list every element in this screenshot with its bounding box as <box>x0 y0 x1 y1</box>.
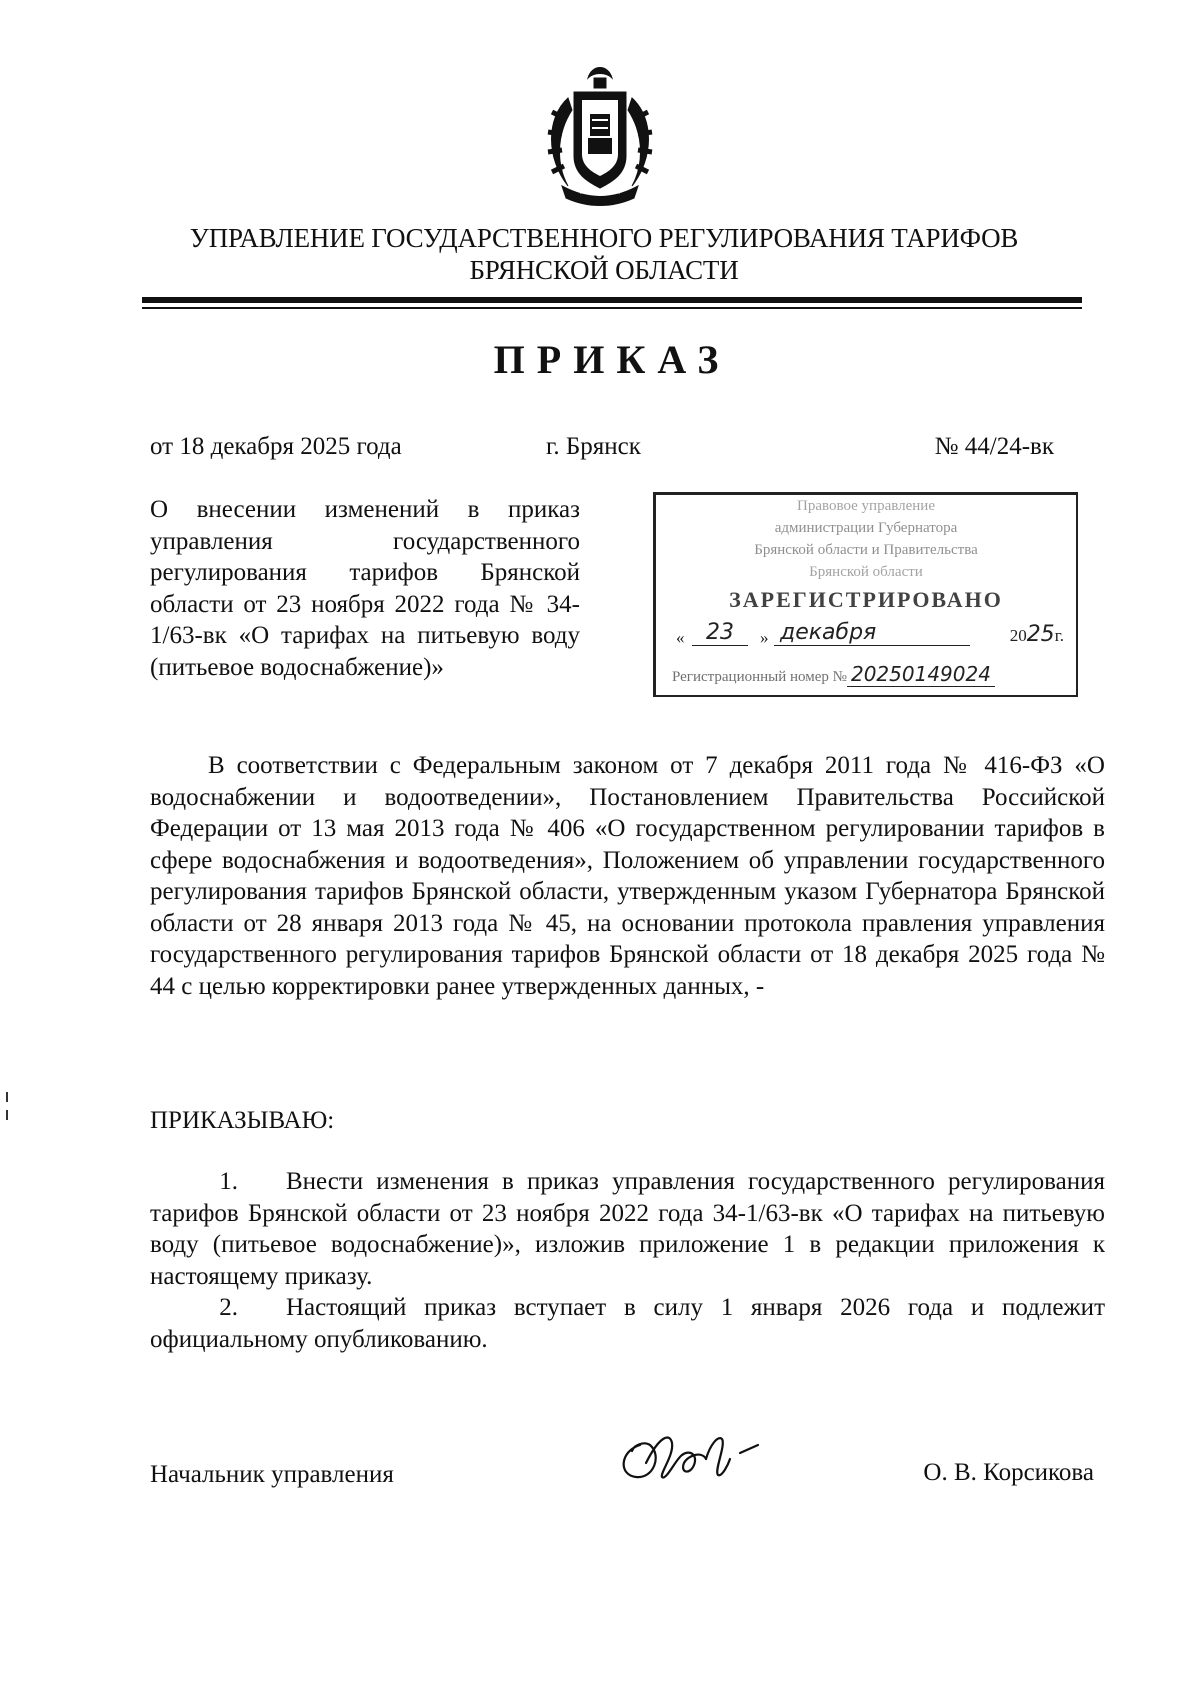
order-city: г. Брянск <box>546 433 641 460</box>
stamp-year <box>1010 624 1064 647</box>
stamp-quote-open: « <box>676 628 685 647</box>
stamp-line1: Правовое управление <box>797 498 935 514</box>
stamp-line2: администрации Губернатора <box>774 520 958 536</box>
stamp-year-suffix: 25 <box>1026 622 1055 647</box>
order-date: от 18 декабря 2025 года <box>150 433 402 460</box>
scan-margin-mark <box>6 1110 8 1120</box>
handwritten-signature <box>610 1415 780 1495</box>
header-divider-thin <box>142 307 1082 309</box>
stamp-registration-number <box>672 663 1066 689</box>
signatory-title: Начальник управления <box>150 1461 394 1488</box>
stamp-day: 23 <box>692 621 748 646</box>
order-verb: ПРИКАЗЫВАЮ: <box>150 1107 335 1134</box>
order-item-1 <box>150 1166 1105 1292</box>
stamp-year-prefix: 20 <box>1009 626 1027 645</box>
order-item-number: 1. <box>219 1168 238 1195</box>
stamp-reg-number: 20250149024 <box>847 662 995 687</box>
order-number: № 44/24-вк <box>934 433 1054 460</box>
order-subject: О внесении изменений в приказ управления государственного регулирования тарифов Брянской области от 23 ноября 2022 года № 34-1/63-вк «О тарифах на питьевую воду (питьевое водоснабжение)» <box>150 496 580 681</box>
organization-name-line2: БРЯНСКОЙ ОБЛАСТИ <box>469 255 739 285</box>
stamp-date <box>664 620 1068 653</box>
preamble <box>150 750 1105 1002</box>
order-item-2 <box>150 1292 1105 1355</box>
preamble-paragraph: В соответствии с Федеральным законом от 7 декабря 2011 года № 416-ФЗ «О водоснабжении и водоотведении», Постановлением Правительства Российской Федерации от 13 мая 2013 года № 406 «О государственном регулировании тарифов в сфере водоснабжения и водоотведения», Положением об управлении государственного регулирования тарифов Брянской области, утвержденным указом Губернатора Брянской области от 28 января 2013 года № 45, на основании протокола правления управления государственного регулирования тарифов Брянской области от 18 декабря 2025 года № 44 с целью корректировки ранее утвержденных данных, - <box>150 752 1105 1000</box>
header-divider-thick <box>142 297 1082 303</box>
stamp-line4: Брянской области <box>809 564 923 580</box>
stamp-reg-label: Регистрационный номер № <box>672 669 847 685</box>
stamp-year-unit: г. <box>1054 626 1064 645</box>
stamp-registered: ЗАРЕГИСТРИРОВАНО <box>729 587 1003 612</box>
order-item-number: 2. <box>219 1294 238 1321</box>
order-item-text: Настоящий приказ вступает в силу 1 января 2026 года и подлежит официальному опубликованию. <box>150 1294 1105 1353</box>
stamp-line3: Брянской области и Правительства <box>754 542 978 558</box>
stamp-quote-close: » <box>760 628 769 647</box>
registration-stamp <box>653 492 1078 697</box>
coat-of-arms-emblem <box>538 58 662 208</box>
document-title: ПРИКАЗ <box>493 337 731 382</box>
organization-name-line1: УПРАВЛЕНИЕ ГОСУДАРСТВЕННОГО РЕГУЛИРОВАНИЯ ТАРИФОВ <box>189 223 1019 253</box>
order-items <box>150 1166 1105 1355</box>
scan-margin-mark <box>6 1092 8 1102</box>
order-item-text: Внести изменения в приказ управления государственного регулирования тарифов Брянской области от 23 ноября 2022 года 34-1/63-вк «О тарифах на питьевую воду (питьевое водоснабжение)», изложив приложение 1 в редакции приложения к настоящему приказу. <box>150 1168 1105 1290</box>
signatory-name: О. В. Корсикова <box>923 1459 1094 1486</box>
stamp-month: декабря <box>774 621 970 646</box>
